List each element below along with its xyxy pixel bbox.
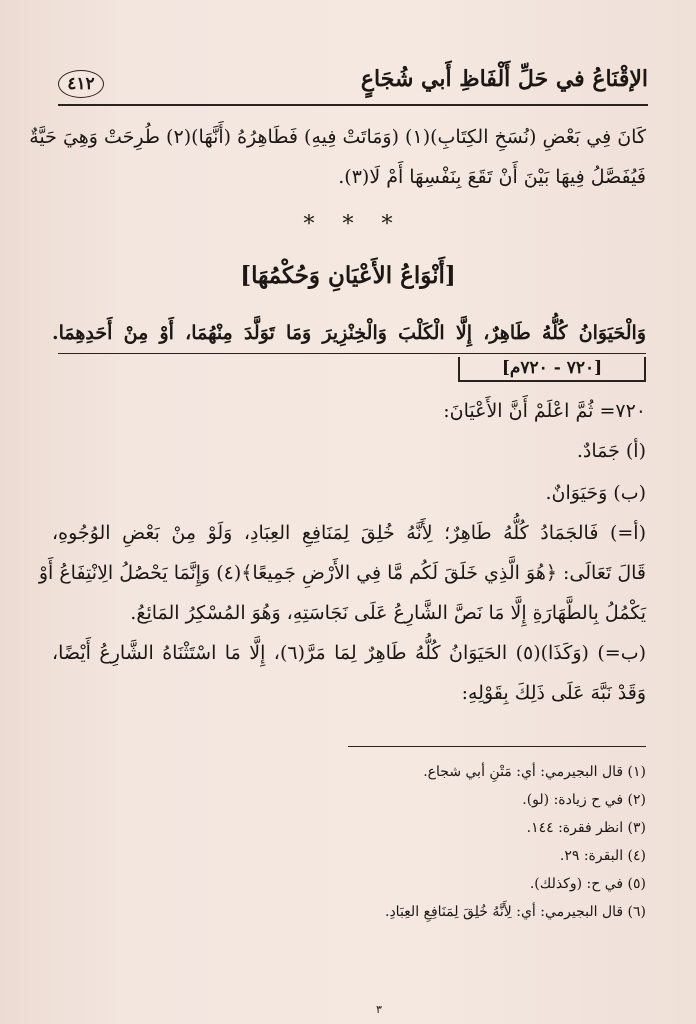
footnote-item: (٥) في ح: (وكذلك). (529, 876, 646, 892)
footnote-item: (٣) انظر فقرة: ١٤٤. (526, 820, 646, 836)
reference-box: [٧٢٠ - ٧٢٠م] (458, 357, 646, 382)
text-line: يَكْمُلُ بِالطَّهَارَةِ إِلَّا مَا نَصَّ الشَّارِعُ عَلَى نَجَاسَتِهِ، وَهُوَ المُسْكِرُ المَائِعُ. (130, 602, 646, 624)
text-line-1: كَانَ فِي بَعْضِ (نُسَخِ الكِتَابِ)(١) (وَمَاتَتْ فِيهِ) فَطَاهِرُهُ (أَنَّهَا)(٢) طُرِحَتْ وَهِيَ حَيَّةٌ (29, 126, 646, 148)
matn-underline (58, 353, 646, 354)
text-line: (أ=) فَالجَمَادُ كُلُّهُ طَاهِرٌ؛ لِأَنَّهُ خُلِقَ لِمَنَافِعِ العِبَادِ، وَلَوْ مِنْ بَعْضِ الوُجُوهِ، (52, 522, 646, 544)
matn-text: وَالْحَيَوَانُ كُلُّهُ طَاهِرٌ، إِلَّا الْكَلْبَ وَالْخِنْزِيرَ وَمَا تَوَلَّدَ مِنْهُمَا، أَوْ مِنْ أَحَدِهِمَا. (52, 322, 646, 344)
footnote-item: (١) قال البجيرمي: أي: مَتْنِ أبي شجاع. (423, 764, 646, 780)
footnote-item: (٤) البقرة: ٢٩. (559, 848, 646, 864)
text-line-2: فَيُفَصَّلُ فِيهَا بَيْنَ أَنْ تَقَعَ بِنَفْسِهَا أَمْ لَا(٣). (338, 166, 646, 188)
running-title: الإقْنَاعُ في حَلِّ أَلْفَاظِ أَبي شُجَاعٍ (360, 66, 648, 92)
page-number: ٤١٢ (58, 70, 104, 98)
page-header (58, 62, 648, 106)
list-item-a: (أ) جَمَادٌ. (576, 440, 646, 462)
footnote-item: (٢) في ح زيادة: (لو). (522, 792, 646, 808)
header-rule (58, 104, 648, 106)
section-divider-stars: *** (303, 212, 421, 237)
printer-mark: ٣ (376, 1003, 382, 1016)
text-line: قَالَ تَعَالَى: ﴿هُوَ الَّذِي خَلَقَ لَكُم مَّا فِي الأَرْضِ جَمِيعًا﴾(٤) وَإِنَّمَا يَحْصُلُ الِانْتِفَاعُ أَوْ (38, 562, 646, 584)
paragraph-720-line: ٧٢٠= ثُمَّ اعْلَمْ أَنَّ الأَعْيَانَ: (443, 400, 646, 422)
text-line: وَقَدْ نَبَّهَ عَلَى ذَلِكَ بِقَوْلِهِ: (461, 682, 646, 704)
footnote-item: (٦) قال البجيرمي: أي: لِأَنَّهُ خُلِقَ لِمَنَافِعِ العِبَادِ. (385, 904, 646, 920)
list-item-b: (ب) وَحَيَوَانٌ. (545, 482, 646, 504)
text-line: (ب=) (وَكَذَا)(٥) الحَيَوَانُ كُلُّهُ طَاهِرٌ لِمَا مَرَّ(٦)، إِلَّا مَا اسْتَثْنَاهُ الشَّارِعُ أَيْضًا، (52, 642, 647, 664)
section-heading: [أَنْوَاعُ الأَعْيَانِ وَحُكْمُهَا] (240, 262, 456, 289)
footnote-separator (348, 746, 646, 747)
